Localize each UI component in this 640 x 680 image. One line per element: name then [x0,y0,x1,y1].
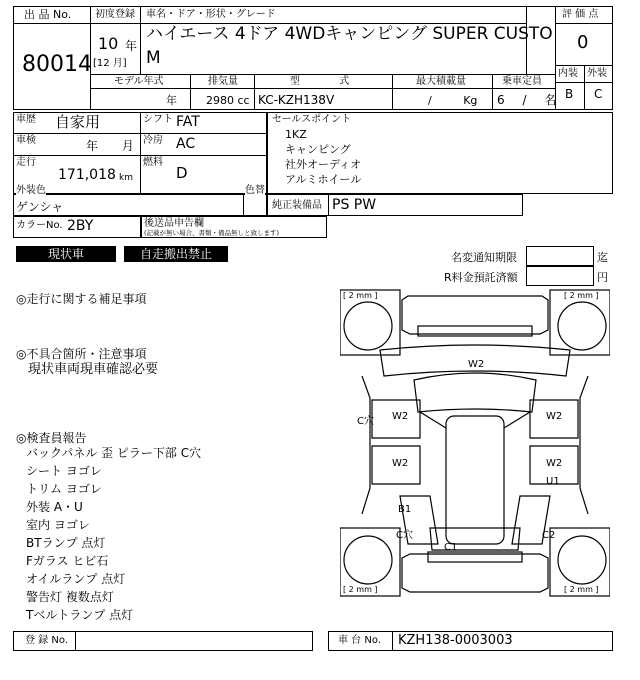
overall-grade: 0 [577,32,589,53]
rear-bumper [402,554,548,592]
car-name-line2: M [146,48,161,68]
inspector-line: BTランプ 点灯 [26,536,106,550]
name-change-field[interactable] [526,246,594,266]
reg-no-label: 登 録 No. [25,635,68,646]
first-reg-year: 10 [98,34,119,53]
shift: FAT [176,114,200,130]
recycle-field[interactable] [526,266,594,286]
mark-left-lower-w2: W2 [392,458,409,469]
inspector-line: 外装 A・U [26,500,83,514]
body-outline-left [362,376,370,514]
mileage: 171,018 [58,167,116,183]
mark-left-c-hole: C穴 [357,416,374,427]
fuel-label: 燃料 [143,157,163,168]
inspector-line: Fガラス ヒビ石 [26,554,109,568]
mark-right-u1: U1 [546,476,560,487]
history-label: 車歴 [16,114,36,125]
tire-label-rear-left: [ 2 mm ] [343,585,378,594]
car-name-line1: ハイエース 4ドア 4WDキャンピング SUPER CUSTO [146,24,553,44]
inspector-line: シート ヨゴレ [26,464,102,478]
divider [13,23,90,24]
name-change-label: 名変通知期限 [451,251,517,264]
lot-number: 80014 [22,52,92,77]
inspection-label: 車検 [16,135,36,146]
interior-label: 内装 [558,68,578,79]
genuine-equipment: PS PW [332,197,377,213]
roof-panel [446,416,504,544]
defects-title: ◎不具合箇所・注意事項 [16,347,147,361]
body-outline-right [580,376,588,514]
tire-front-left [344,302,392,350]
inspector-line: トリム ヨゴレ [26,482,102,496]
type-label: 型 式 [290,76,368,87]
mark-right-upper-w2: W2 [546,411,563,422]
lot-label: 出 品 No. [24,8,72,21]
mark-left-upper-w2: W2 [392,411,409,422]
history: 自家用 [55,113,101,131]
model-type: KC-KZH138V [258,93,335,107]
interior-grade: B [565,87,574,101]
divider [584,65,585,110]
tire-label-front-left: [ 2 mm ] [343,291,378,300]
front-bumper [402,296,548,334]
mark-roof-w2: W2 [468,359,485,370]
fuel: D [176,164,188,182]
mark-right-c2: C2 [542,530,556,541]
capacity-label: 乗車定員 [502,76,542,87]
first-reg-label: 初度登録 [95,9,135,20]
divider [140,112,141,194]
divider [90,88,555,89]
mileage-label: 走行 [16,157,36,168]
car-damage-diagram [340,288,610,598]
color-change-label: 色替 [245,185,265,196]
mark-right-lower-w2: W2 [546,458,563,469]
divider [328,194,329,216]
sales-point-3: 社外オーディオ [285,158,362,171]
divider [254,74,255,110]
inspector-line: 室内 ヨゴレ [26,518,90,532]
car-name-label: 車名・ドア・形状・グレード [146,9,276,20]
inspector-line: オイルランプ 点灯 [26,572,126,586]
divider [140,6,141,74]
divider [492,74,493,110]
displacement-label: 排気量 [208,76,238,87]
body-line-right [504,412,530,428]
genuine-label: 純正装備品 [272,200,322,211]
name-change-unit: 迄 [597,251,608,264]
inspector-line: 警告灯 複数点灯 [26,590,114,604]
ext-color: ゲンシャ [16,200,64,214]
driving-notes-title: ◎走行に関する補足事項 [16,292,147,306]
inspector-line: バックパネル 歪 ピラー下部 C穴 [26,446,202,460]
defects-text: 現状車両現車確認必要 [28,362,159,377]
color-no: 2BY [67,218,94,234]
mileage-unit: km [119,173,133,183]
shift-label: シフト [143,114,173,125]
divider [392,631,393,651]
sales-point-4: アルミホイール [285,173,362,186]
tire-rear-left [344,536,392,584]
exterior-label: 外装 [587,68,607,79]
max-load: / Kg [428,94,478,107]
mark-left-c-hole-lower: C穴 [396,530,413,541]
first-reg-month: [12 月] [93,58,127,69]
tire-rear-right [558,536,606,584]
chassis-no: KZH138-0003003 [398,633,513,648]
inspector-title: ◎検査員報告 [16,431,87,445]
aircon-label: 冷房 [143,135,163,146]
grade-label: 評 価 点 [562,9,599,20]
current-car-tag: 現状車 [16,246,116,262]
no-self-drive-tag: 自走搬出禁止 [124,246,228,262]
displacement: 2980 cc [206,94,250,107]
model-year-unit: 年 [166,94,177,107]
first-reg-year-unit: 年 [125,39,138,53]
divider [555,23,613,24]
inspection: 年 月 [86,139,134,153]
sales-point-2: キャンピング [285,143,351,156]
sales-point-1: 1KZ [285,128,307,141]
recycle-label: R料金預託済額 [444,271,518,284]
divider [190,74,191,110]
capacity: 6 / 名 [497,93,557,107]
tire-label-front-right: [ 2 mm ] [564,291,599,300]
color-no-label: カラーNo. [16,220,63,231]
exterior-grade: C [594,87,603,101]
sales-points-label: セールスポイント [272,114,352,125]
mark-left-b1: B1 [398,504,412,515]
body-roof [414,373,536,412]
divider [526,6,527,74]
divider [392,74,393,110]
aircon: AC [176,136,196,152]
post-doc-label: 後送品申告欄 [144,218,204,229]
body-line-left [420,412,446,428]
tire-front-right [558,302,606,350]
tire-label-rear-right: [ 2 mm ] [564,585,599,594]
divider [243,194,244,216]
mark-rear-c1: C1 [444,542,458,553]
recycle-unit: 円 [597,271,608,284]
ext-color-label: 外装色 [16,185,46,196]
model-year-label: モデル年式 [114,76,164,87]
divider [90,74,555,75]
divider [75,631,76,651]
chassis-label: 車 台 No. [338,635,381,646]
max-load-label: 最大積載量 [416,76,466,87]
inspector-line: Tベルトランプ 点灯 [26,608,134,622]
post-doc-note: (記載が無い場合、書類・備品無しと致します) [144,229,280,237]
